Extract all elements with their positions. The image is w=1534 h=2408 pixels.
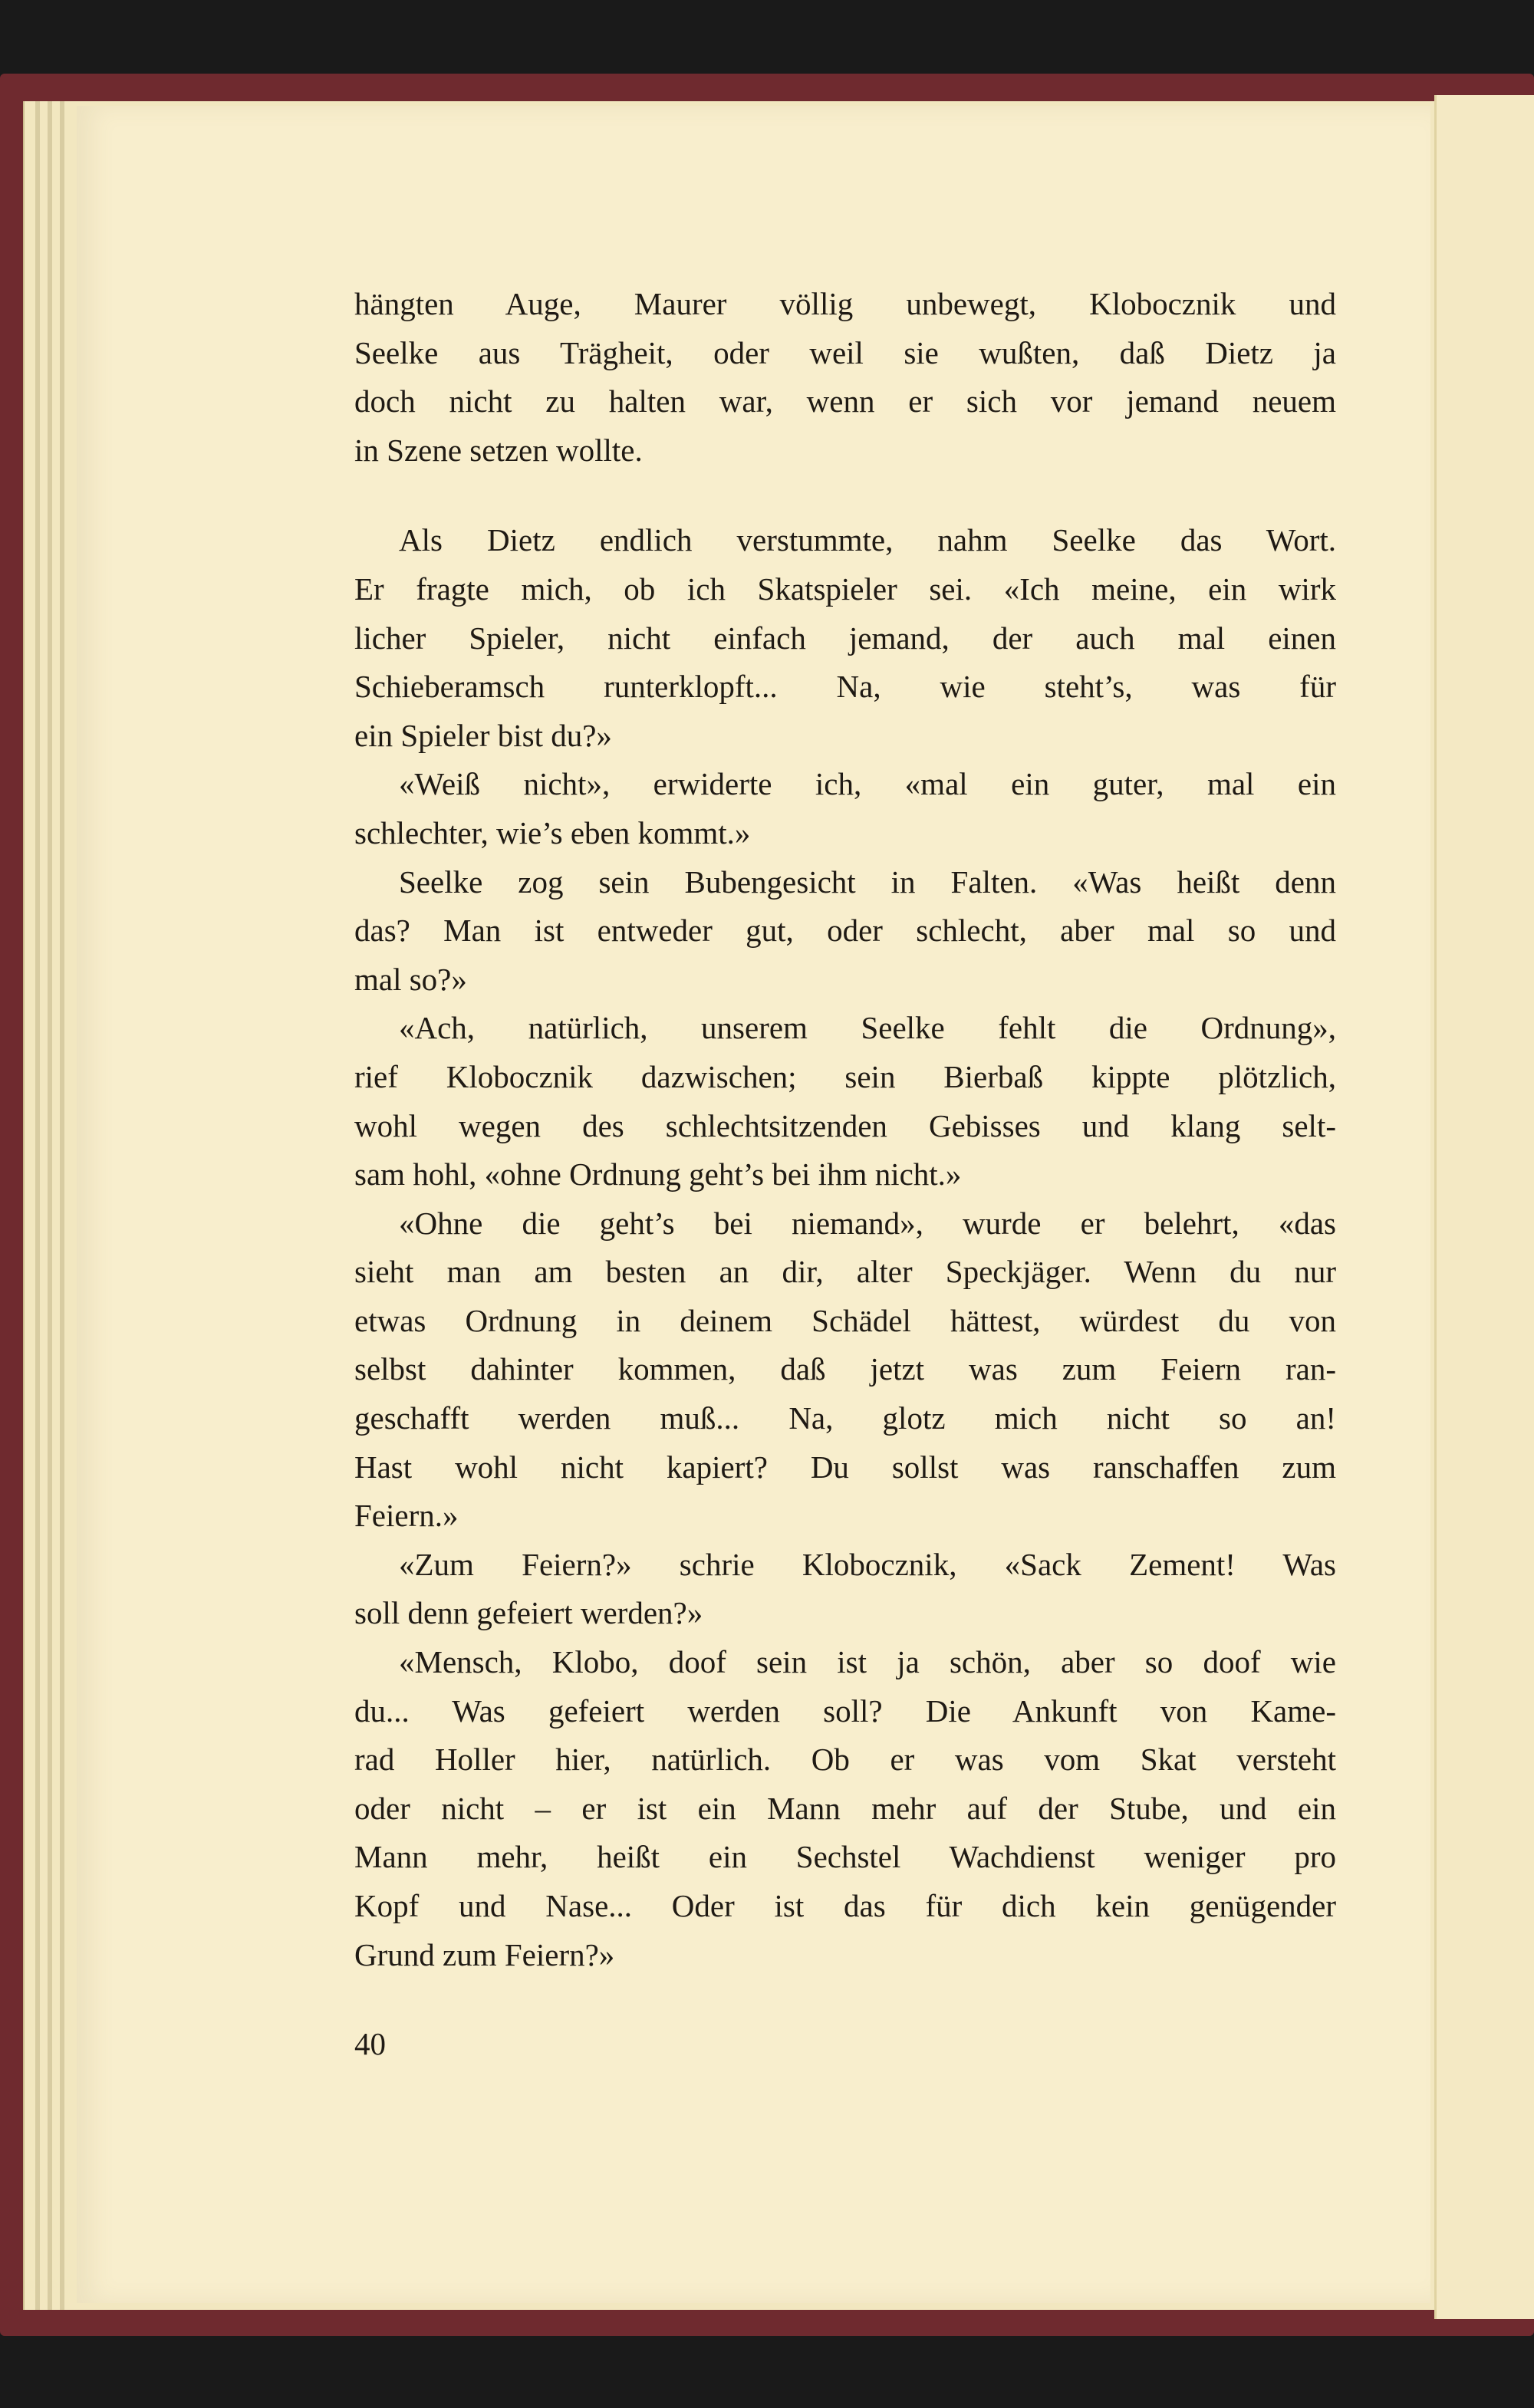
text-line: Feiern.» bbox=[354, 1498, 459, 1534]
text-line: licher Spieler, nicht einfach jemand, der auch mal einen bbox=[354, 620, 1336, 656]
text-line: Mann mehr, heißt ein Sechstel Wachdienst weniger pro bbox=[354, 1839, 1336, 1875]
page-edge bbox=[48, 101, 52, 2310]
page-edge bbox=[60, 101, 64, 2310]
text-line: «Zum Feiern?» schrie Klobocznik, «Sack Zement! Was bbox=[399, 1546, 1336, 1582]
text-line: oder nicht – er ist ein Mann mehr auf der Stube, und ein bbox=[354, 1790, 1336, 1826]
text-line: etwas Ordnung in deinem Schädel hättest, würdest du von bbox=[354, 1302, 1336, 1338]
text-line: schlechter, wie’s eben kommt.» bbox=[354, 814, 751, 850]
text-line: Als Dietz endlich verstummte, nahm Seelke das Wort. bbox=[399, 522, 1336, 558]
page-text bbox=[354, 280, 1336, 1979]
text-line: sam hohl, «ohne Ordnung geht’s bei ihm nicht.» bbox=[354, 1156, 962, 1192]
text-line: selbst dahinter kommen, daß jetzt was zum Feiern ran- bbox=[354, 1351, 1336, 1387]
text-line: «Ohne die geht’s bei niemand», wurde er belehrt, «das bbox=[399, 1205, 1336, 1241]
text-line: in Szene setzen wollte. bbox=[354, 432, 643, 468]
page-number: 40 bbox=[354, 2026, 386, 2061]
text-line: wohl wegen des schlechtsitzenden Gebisses und klang selt- bbox=[354, 1107, 1336, 1143]
text-line: Schieberamsch runterklopft... Na, wie steht’s, was für bbox=[354, 669, 1336, 705]
text-line: doch nicht zu halten war, wenn er sich vor jemand neuem bbox=[354, 383, 1336, 419]
text-line: Kopf und Nase... Oder ist das für dich kein genügender bbox=[354, 1888, 1336, 1923]
text-line: das? Man ist entweder gut, oder schlecht, aber mal so und bbox=[354, 913, 1336, 949]
text-line: Seelke aus Trägheit, oder weil sie wußten, daß Dietz ja bbox=[354, 334, 1336, 370]
text-line: Seelke zog sein Bubengesicht in Falten. «Was heißt denn bbox=[399, 864, 1336, 900]
text-line: sieht man am besten an dir, alter Speckjäger. Wenn du nur bbox=[354, 1254, 1336, 1290]
text-line: rad Holler hier, natürlich. Ob er was vom Skat versteht bbox=[354, 1742, 1336, 1778]
text-line: Er fragte mich, ob ich Skatspieler sei. «Ich meine, ein wirk bbox=[354, 571, 1336, 607]
text-line: «Ach, natürlich, unserem Seelke fehlt die Ordnung», bbox=[399, 1010, 1336, 1046]
page-edge bbox=[35, 101, 40, 2310]
adjacent-page-edge bbox=[1434, 95, 1534, 2319]
text-line: du... Was gefeiert werden soll? Die Ankunft von Kame- bbox=[354, 1693, 1336, 1729]
text-line: rief Klobocznik dazwischen; sein Bierbaß kippte plötzlich, bbox=[354, 1058, 1336, 1094]
text-line: soll denn gefeiert werden?» bbox=[354, 1595, 703, 1631]
text-line: geschafft werden muß... Na, glotz mich nicht so an! bbox=[354, 1400, 1336, 1436]
text-line: «Weiß nicht», erwiderte ich, «mal ein guter, mal ein bbox=[399, 766, 1336, 802]
text-line: hängten Auge, Maurer völlig unbewegt, Klobocznik und bbox=[354, 286, 1336, 321]
paragraph-gap bbox=[354, 475, 1336, 516]
text-line: «Mensch, Klobo, doof sein ist ja schön, aber so doof wie bbox=[399, 1644, 1336, 1680]
text-line: Hast wohl nicht kapiert? Du sollst was ranschaffen zum bbox=[354, 1449, 1336, 1485]
text-line: mal so?» bbox=[354, 961, 467, 997]
text-line: ein Spieler bist du?» bbox=[354, 717, 612, 753]
text-line: Grund zum Feiern?» bbox=[354, 1936, 615, 1972]
